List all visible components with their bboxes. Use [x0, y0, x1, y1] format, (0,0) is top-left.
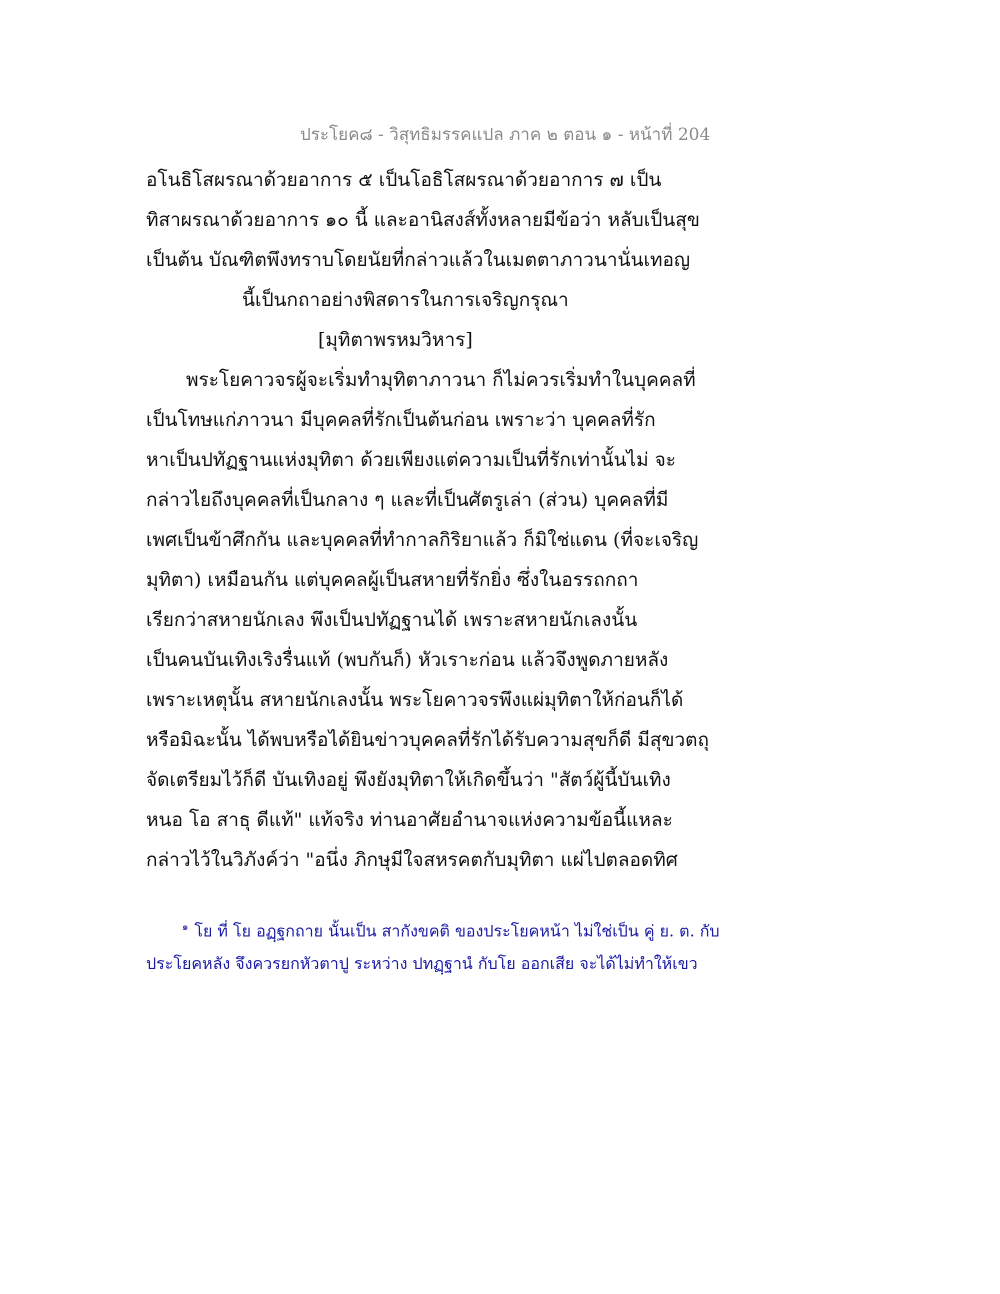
section-closing-line: นี้เป็นกถาอย่างพิสดารในการเจริญกรุณา — [242, 289, 569, 311]
body-line: จัดเตรียมไว้ก็ดี บันเทิงอยู่ พึงยังมุทิตาให้เกิดขึ้นว่า "สัตว์ผู้นี้บันเทิง — [146, 769, 671, 791]
body-line: หาเป็นปทัฏฐานแห่งมุทิตา ด้วยเพียงแต่ความเป็นที่รักเท่านั้นไม่ จะ — [146, 449, 676, 471]
body-line: ทิสาผรณาด้วยอาการ ๑๐ นี้ และอานิสงส์ทั้งหลายมีข้อว่า หลับเป็นสุข — [146, 209, 700, 231]
body-line: เป็นต้น บัณฑิตพึงทราบโดยนัยที่กล่าวแล้วในเมตตาภาวนานั่นเทอญ — [146, 249, 691, 271]
body-line: เป็นโทษแก่ภาวนา มีบุคคลที่รักเป็นต้นก่อน เพราะว่า บุคคลที่รัก — [146, 409, 656, 431]
body-text — [146, 160, 766, 880]
body-line: อโนธิโสผรณาด้วยอาการ ๕ เป็นโอธิโสผรณาด้วยอาการ ๗ เป็น — [146, 169, 662, 191]
footnote — [146, 910, 786, 982]
body-line: กล่าวไว้ในวิภังค์ว่า "อนึ่ง ภิกษุมีใจสหรคตกับมุทิตา แผ่ไปตลอดทิศ — [146, 849, 678, 871]
footnote-marker: ๑ — [182, 922, 189, 933]
body-line: เพศเป็นข้าศึกกัน และบุคคลที่ทำกาลกิริยาแล้ว ก็มิใช่แดน (ที่จะเจริญ — [146, 529, 699, 551]
body-line: เพราะเหตุนั้น สหายนักเลงนั้น พระโยคาวจรพึงแผ่มุทิตาให้ก่อนก็ได้ — [146, 689, 684, 711]
body-line: มุทิตา) เหมือนกัน แต่บุคคลผู้เป็นสหายที่รักยิ่ง ซึ่งในอรรถกถา — [146, 569, 639, 591]
paragraph-first-line: พระโยคาวจรผู้จะเริ่มทำมุทิตาภาวนา ก็ไม่ควรเริ่มทำในบุคคลที่ — [186, 369, 696, 391]
body-line: กล่าวไยถึงบุคคลที่เป็นกลาง ๆ และที่เป็นศัตรูเล่า (ส่วน) บุคคลที่มี — [146, 489, 669, 511]
footnote-line: ประโยคหลัง จึงควรยกหัวตาปู ระหว่าง ปทฏฺฐานํ กับโย ออกเสีย จะได้ไม่ทำให้เขว — [146, 954, 698, 973]
body-line: หรือมิฉะนั้น ได้พบหรือได้ยินข่าวบุคคลที่รักได้รับความสุขก็ดี มีสุขวตถุ — [146, 729, 709, 751]
footnote-line — [146, 910, 786, 946]
footnote-text: โย ที่ โย อฏฺฐกถาย นั้นเป็น สากังขคติ ของประโยคหน้า ไม่ใช่เป็น คู่ ย. ต. กับ — [194, 921, 720, 941]
page-header: ประโยค๘ - วิสุทธิมรรคแปล ภาค ๒ ตอน ๑ - หน้าที่ 204 — [300, 125, 711, 145]
section-heading: [มุทิตาพรหมวิหาร] — [318, 329, 473, 351]
body-line: หนอ โอ สาธุ ดีแท้" แท้จริง ท่านอาศัยอำนาจแห่งความข้อนี้แหละ — [146, 809, 673, 831]
body-line: เป็นคนบันเทิงเริงรื่นแท้ (พบกันก็) หัวเราะก่อน แล้วจึงพูดภายหลัง — [146, 649, 669, 671]
body-line: เรียกว่าสหายนักเลง พึงเป็นปทัฏฐานได้ เพราะสหายนักเลงนั้น — [146, 609, 638, 631]
